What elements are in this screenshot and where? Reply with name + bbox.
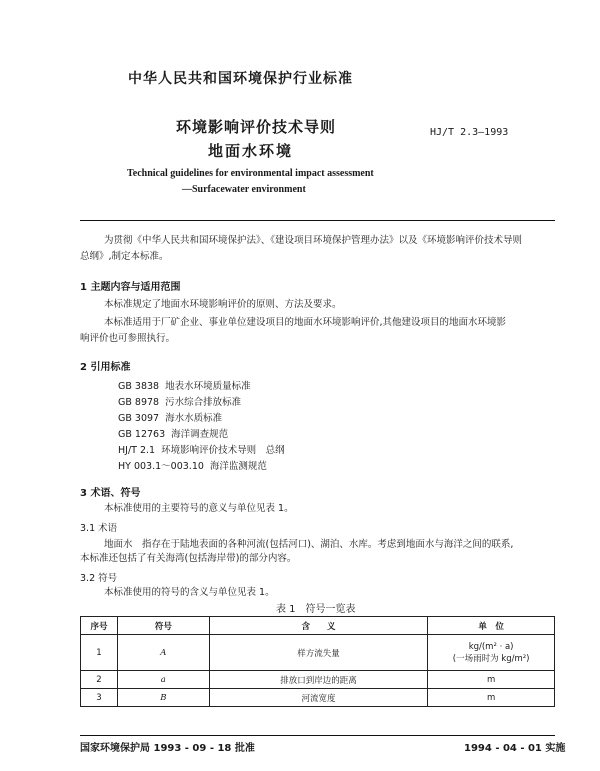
section-3-1-heading: 3.1 术语	[80, 523, 118, 534]
row-symbol: a	[117, 671, 209, 689]
row-unit: m	[428, 689, 555, 707]
reference-name: 污水综合排放标准	[165, 397, 242, 408]
row-number: 1	[81, 635, 118, 671]
reference-code: GB 3838	[118, 381, 160, 392]
row-number: 2	[81, 671, 118, 689]
reference-code: HJ/T 2.1	[118, 445, 156, 456]
title-line-2: 地面水环境	[208, 142, 294, 160]
column-header-symbol: 符号	[117, 617, 209, 635]
intro-line-1: 为贯彻《中华人民共和国环境保护法》、《建设项目环境保护管理办法》以及《环境影响评价技术导则	[104, 235, 523, 246]
section-3-1-line-2: 本标准还包括了有关海湾(包括海岸带)的部分内容。	[80, 553, 297, 564]
row-unit: m	[428, 671, 555, 689]
standard-number: HJ/T 2.3—1993	[430, 127, 509, 138]
section-1-heading: 1 主题内容与适用范围	[80, 282, 181, 293]
section-1-para-1: 本标准规定了地面水环境影响评价的原则、方法及要求。	[104, 299, 342, 310]
reference-name: 地表水环境质量标准	[165, 381, 251, 392]
section-3-2-para: 本标准使用的符号的含义与单位见表 1。	[104, 587, 275, 598]
row-meaning: 样方流失量	[209, 635, 427, 671]
reference-item	[118, 426, 228, 440]
table-header-row	[81, 617, 555, 635]
section-3-2-heading: 3.2 符号	[80, 573, 118, 584]
table-row	[81, 689, 555, 707]
footer-divider	[80, 735, 555, 736]
section-1-para-2-line-2: 响评价也可参照执行。	[80, 333, 176, 344]
reference-name: 海洋监测规范	[209, 461, 267, 472]
reference-item	[118, 394, 241, 408]
table-caption: 表 1 符号一览表	[276, 604, 356, 615]
table-row	[81, 635, 555, 671]
english-title-line-1: Technical guidelines for environmental impact assessment	[127, 168, 374, 179]
section-3-para: 本标准使用的主要符号的意义与单位见表 1。	[104, 503, 294, 514]
reference-item	[118, 458, 267, 472]
reference-code: HY 003.1～003.10	[118, 461, 204, 472]
row-unit-line-1: kg/(m² · a)	[468, 641, 514, 652]
symbol-table	[80, 616, 555, 707]
reference-code: GB 12763	[118, 429, 166, 440]
row-number: 3	[81, 689, 118, 707]
intro-line-2: 总纲》,制定本标准。	[80, 251, 169, 262]
row-unit	[428, 635, 555, 671]
row-symbol: A	[117, 635, 209, 671]
reference-item	[118, 410, 222, 424]
reference-code: GB 8978	[118, 397, 160, 408]
approval-note: 国家环境保护局 1993 - 09 - 18 批准	[80, 743, 255, 754]
header-divider	[80, 220, 555, 221]
reference-item	[118, 442, 285, 456]
reference-name: 环境影响评价技术导则 总纲	[161, 445, 285, 456]
table-row	[81, 671, 555, 689]
row-meaning: 排放口到岸边的距离	[209, 671, 427, 689]
row-meaning: 河流宽度	[209, 689, 427, 707]
english-title-line-2: —Surfacewater environment	[182, 184, 306, 195]
row-unit-line-2: (一场雨时为 kg/m²)	[452, 653, 530, 664]
row-symbol: B	[117, 689, 209, 707]
issuer-heading: 中华人民共和国环境保护行业标准	[128, 71, 353, 87]
column-header-meaning: 含 义	[209, 617, 427, 635]
section-1-para-2-line-1: 本标准适用于厂矿企业、事业单位建设项目的地面水环境影响评价,其他建设项目的地面水环境影	[104, 317, 507, 328]
implementation-date: 1994 - 04 - 01 实施	[464, 743, 566, 754]
column-header-no: 序号	[81, 617, 118, 635]
section-2-heading: 2 引用标准	[80, 362, 131, 373]
reference-name: 海水水质标准	[165, 413, 223, 424]
reference-name: 海洋调查规范	[171, 429, 229, 440]
column-header-unit: 单 位	[428, 617, 555, 635]
reference-item	[118, 378, 251, 392]
section-3-1-line-1: 地面水 指存在于陆地表面的各种河流(包括河口)、湖泊、水库。考虑到地面水与海洋之间的联系,	[104, 539, 514, 550]
reference-code: GB 3097	[118, 413, 160, 424]
title-line-1: 环境影响评价技术导则	[176, 118, 337, 136]
section-3-heading: 3 术语、符号	[80, 488, 141, 499]
